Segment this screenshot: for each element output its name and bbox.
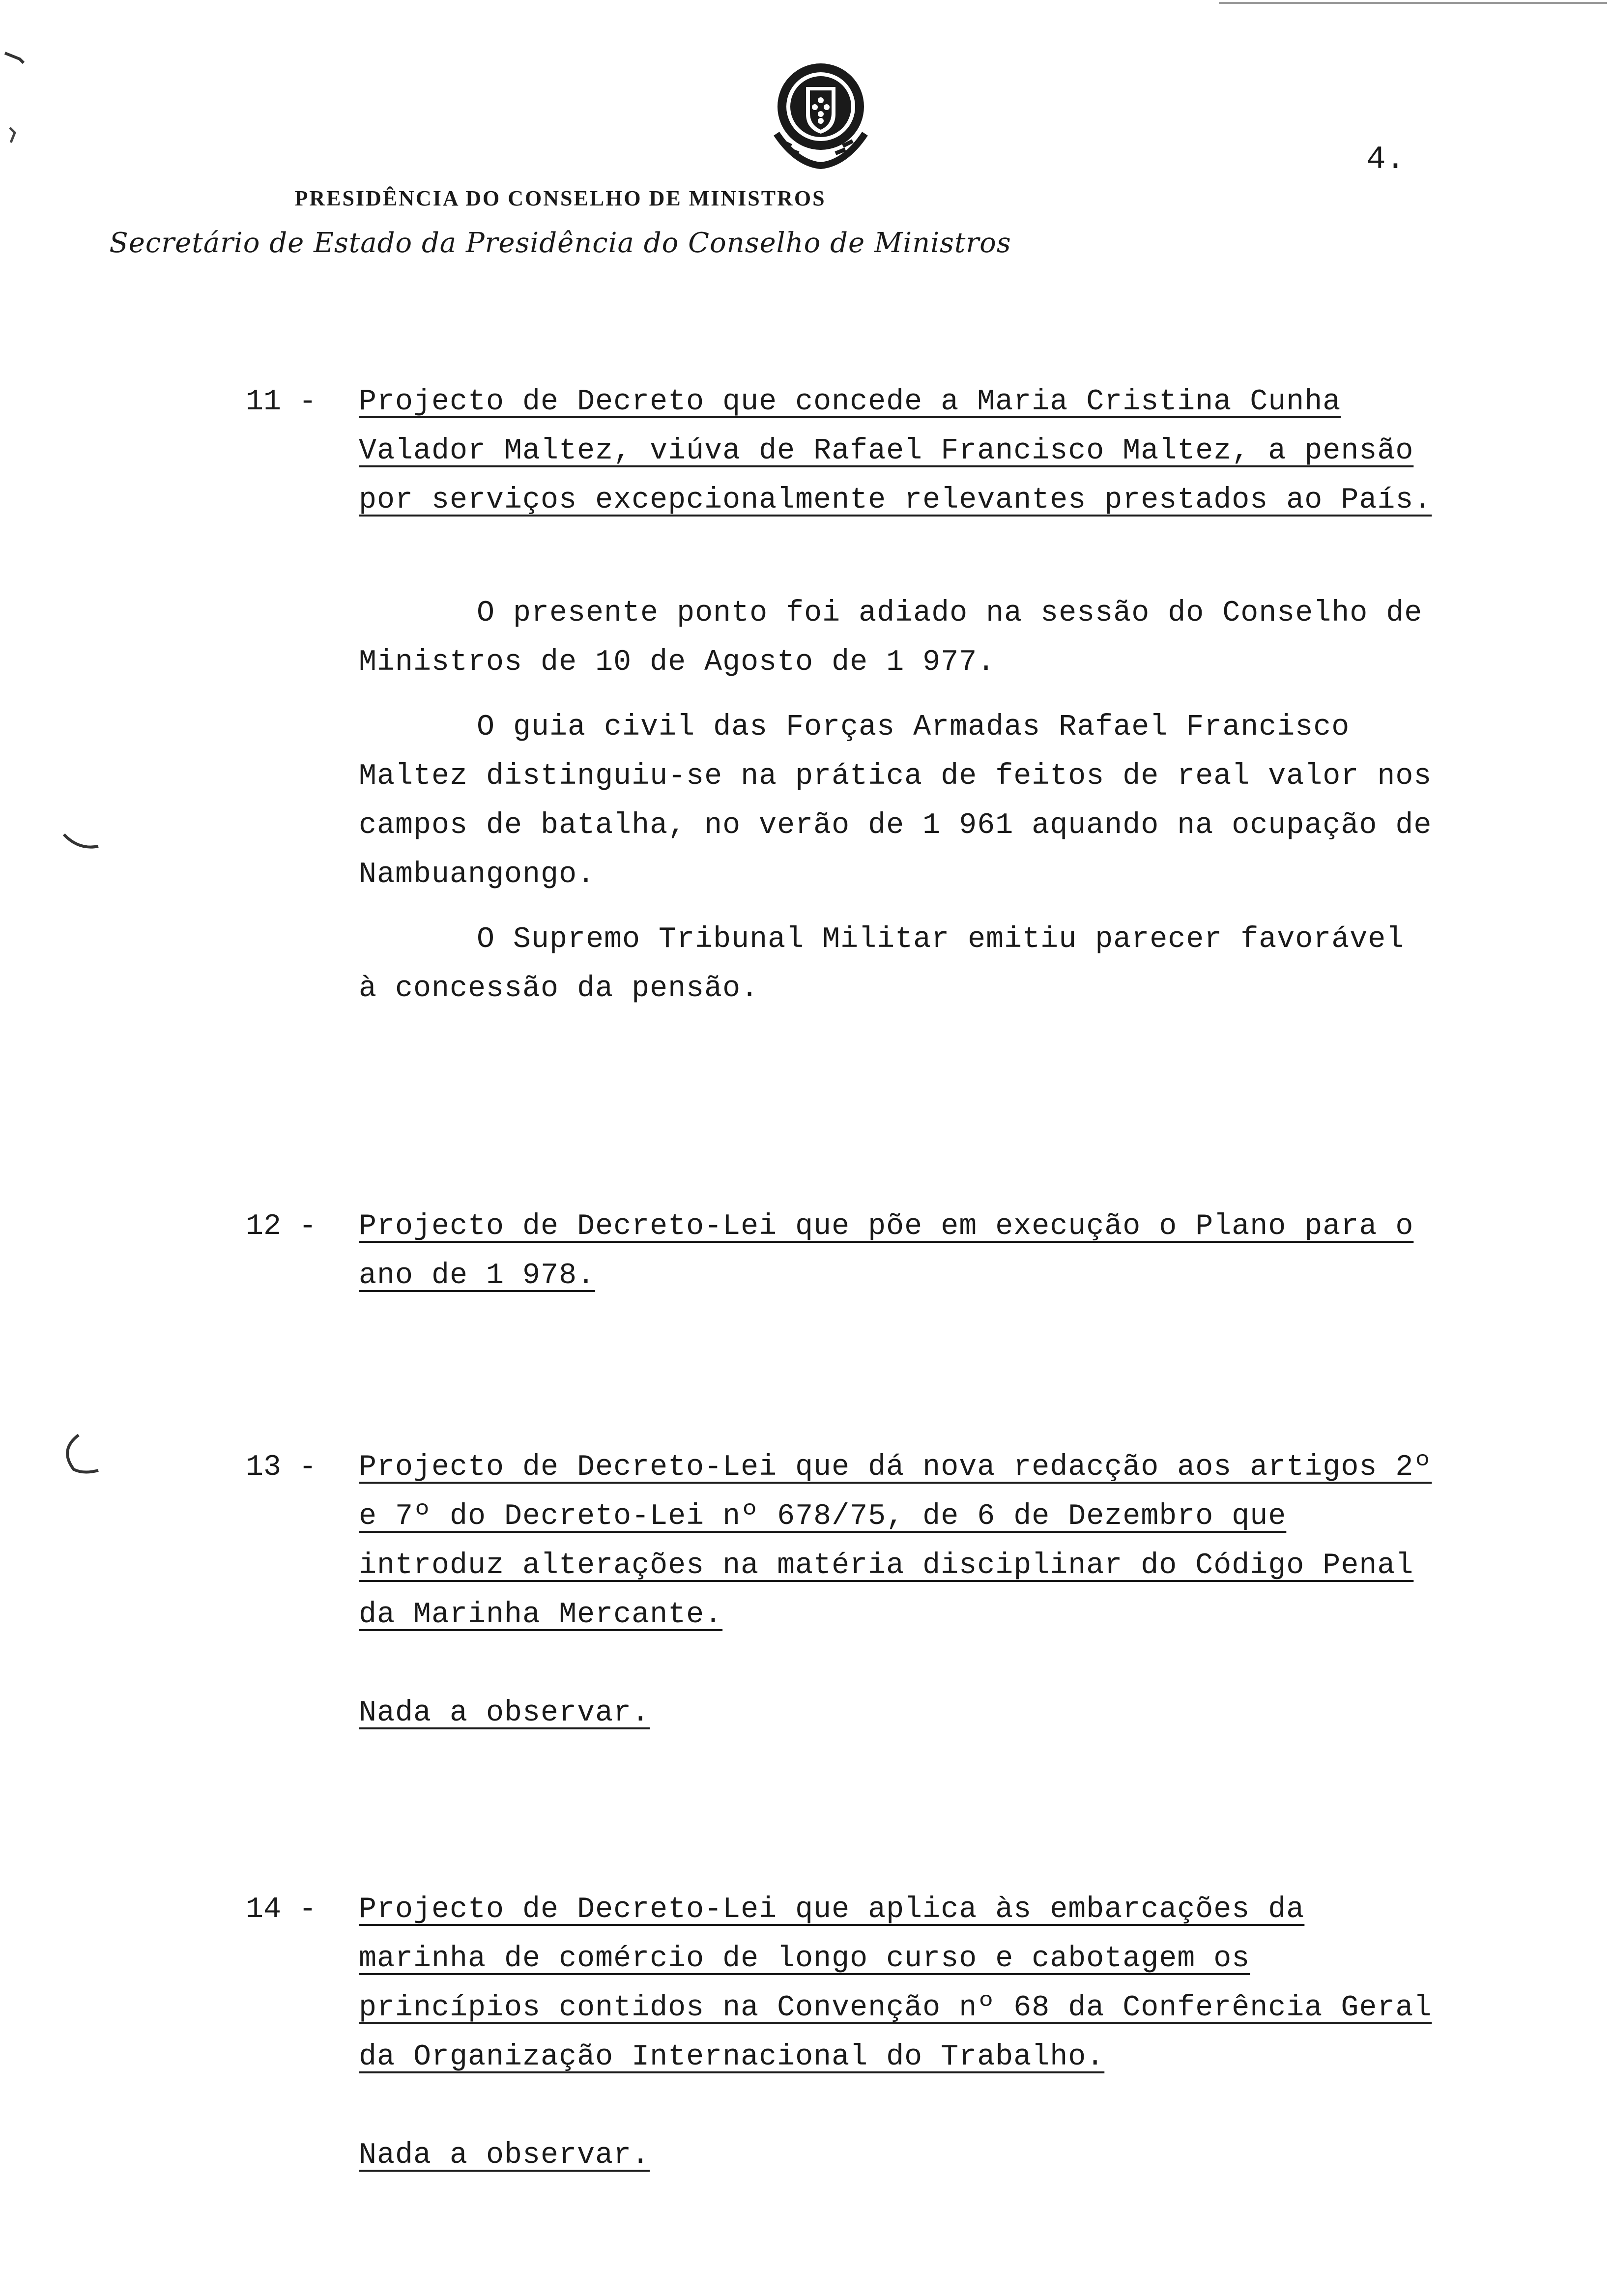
- item-number: 12 -: [246, 1210, 317, 1243]
- item-title: Projecto de Decreto que concede a Maria Cristina Cunha Valador Maltez, viúva de Rafael Francisco Maltez, a pensão por serviços excepcionalmente relevantes prestados ao País.: [359, 385, 1432, 517]
- item-number: 14 -: [246, 1893, 317, 1926]
- item-paragraph: O guia civil das Forças Armadas Rafael Francisco Maltez distinguiu-se na prática de feitos de real valor nos campos de batalha, no verão de 1 961 aquando na ocupação de Nambuangongo.: [359, 711, 1432, 891]
- spacer: [359, 1639, 1440, 1689]
- item-body: [359, 377, 1440, 1029]
- item-title: Projecto de Decreto-Lei que aplica às embarcações da marinha de comércio de longo curso e cabotagem os princípios contidos na Convenção nº 68 da Conferência Geral da Organização Internacional do Trabalho.: [359, 1893, 1432, 2074]
- item-body: [359, 1443, 1440, 1738]
- spacer: [359, 525, 1440, 589]
- item-body: [359, 1202, 1440, 1300]
- item-title: Projecto de Decreto-Lei que põe em execução o Plano para o ano de 1 978.: [359, 1210, 1414, 1292]
- item-number: 13 -: [246, 1451, 317, 1484]
- scan-edge-line: [1219, 2, 1607, 4]
- item-paragraph: O Supremo Tribunal Militar emitiu parecer favorável à concessão da pensão.: [359, 923, 1405, 1005]
- spacer: [359, 2082, 1440, 2131]
- page-number: 4.: [1366, 141, 1406, 178]
- department-heading: Secretário de Estado da Presidência do Conselho de Ministros: [109, 227, 1011, 259]
- item-paragraph: O presente ponto foi adiado na sessão do Conselho de Ministros de 10 de Agosto de 1 977.: [359, 597, 1423, 679]
- margin-tick-mark: [5, 53, 24, 63]
- item-body: [359, 1885, 1440, 2180]
- coat-of-arms-icon: [767, 60, 875, 173]
- margin-tick-mark: [10, 128, 15, 143]
- item-title: Projecto de Decreto-Lei que dá nova redacção aos artigos 2º e 7º do Decreto-Lei nº 678/75, de 6 de Dezembro que introduz alterações na matéria disciplinar do Código Penal da Marinha Mercante.: [359, 1451, 1432, 1632]
- institution-heading: PRESIDÊNCIA DO CONSELHO DE MINISTROS: [294, 186, 826, 210]
- margin-bracket-mark: [64, 834, 98, 847]
- margin-bracket-mark: [67, 1435, 98, 1472]
- item-note: Nada a observar.: [359, 1696, 650, 1730]
- item-note: Nada a observar.: [359, 2139, 650, 2172]
- item-number: 11 -: [246, 385, 317, 419]
